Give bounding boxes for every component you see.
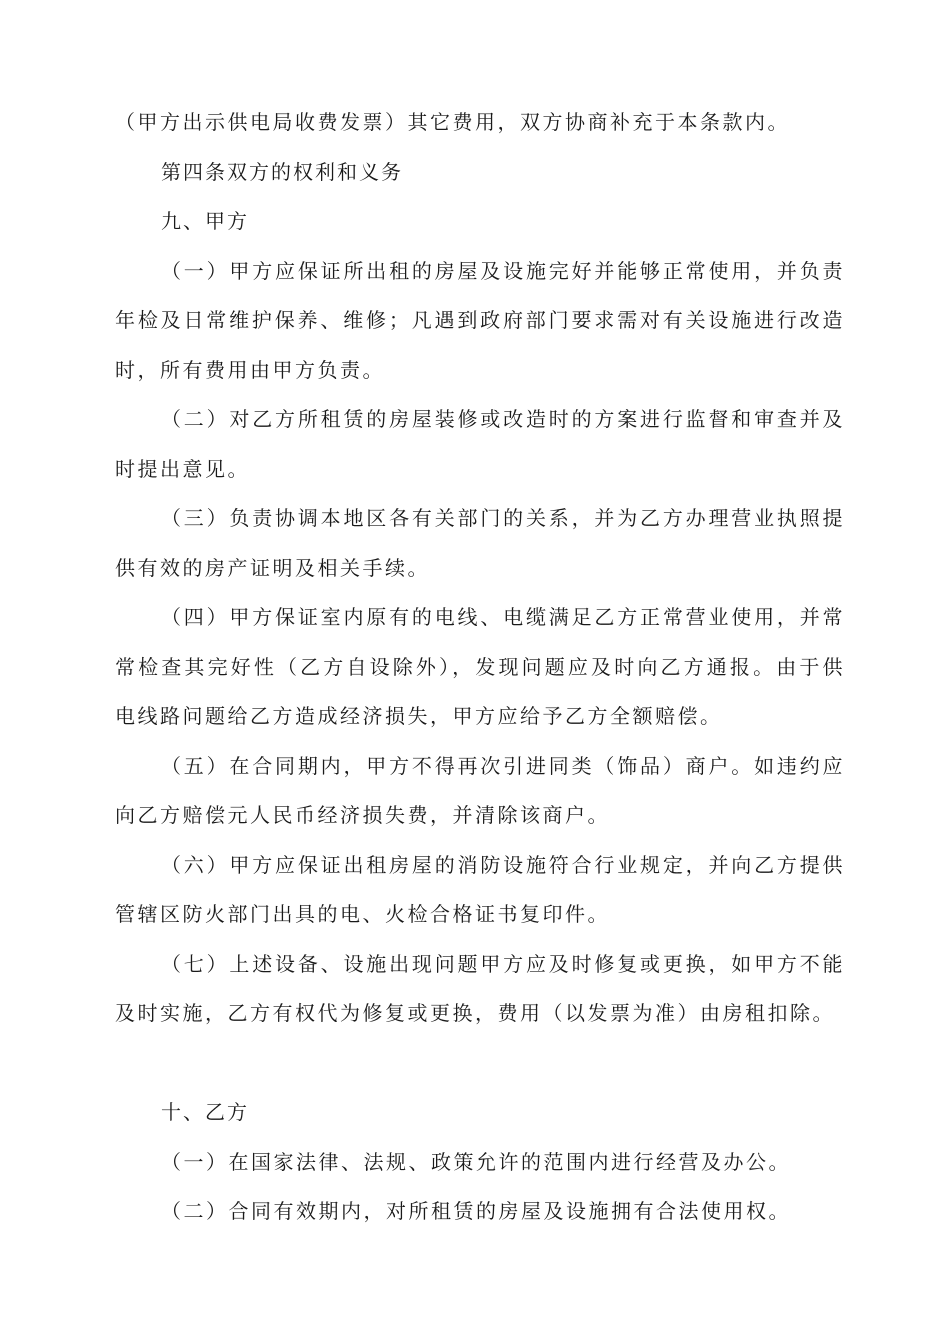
party-a-clause-2: （二）对乙方所租赁的房屋装修或改造时的方案进行监督和审查并及时提出意见。	[115, 407, 845, 481]
fee-paragraph: （甲方出示供电局收费发票）其它费用，双方协商补充于本条款内。	[115, 110, 790, 134]
party-b-heading: 十、乙方	[161, 1100, 249, 1124]
party-b-clause-1: （一）在国家法律、法规、政策允许的范围内进行经营及办公。	[161, 1149, 791, 1174]
party-a-clause-1: （一）甲方应保证所出租的房屋及设施完好并能够正常使用，并负责年检及日常维护保养、维修；凡遇到政府部门要求需对有关设施进行改造时，所有费用由甲方负责。	[115, 258, 845, 382]
party-a-clause-6: （六）甲方应保证出租房屋的消防设施符合行业规定，并向乙方提供管辖区防火部门出具的电、火检合格证书复印件。	[115, 852, 845, 926]
party-a-heading: 九、甲方	[161, 209, 249, 233]
section-gap	[115, 1039, 845, 1089]
document-body	[115, 98, 845, 1237]
party-a-clause-7: （七）上述设备、设施出现问题甲方应及时修复或更换，如甲方不能及时实施，乙方有权代为修复或更换，费用（以发票为准）由房租扣除。	[115, 951, 845, 1025]
party-b-clause-2: （二）合同有效期内，对所租赁的房屋及设施拥有合法使用权。	[161, 1199, 791, 1223]
article-4-heading: 第四条双方的权利和义务	[161, 159, 403, 184]
party-a-clause-3: （三）负责协调本地区各有关部门的关系，并为乙方办理营业执照提供有效的房产证明及相关手续。	[115, 506, 845, 580]
party-a-clause-4: （四）甲方保证室内原有的电线、电缆满足乙方正常营业使用，并常常检查其完好性（乙方自设除外），发现问题应及时向乙方通报。由于供电线路问题给乙方造成经济损失，甲方应给予乙方全额赔偿。	[115, 605, 845, 728]
party-a-clause-5: （五）在合同期内，甲方不得再次引进同类（饰品）商户。如违约应向乙方赔偿元人民币经济损失费，并清除该商户。	[115, 753, 845, 827]
